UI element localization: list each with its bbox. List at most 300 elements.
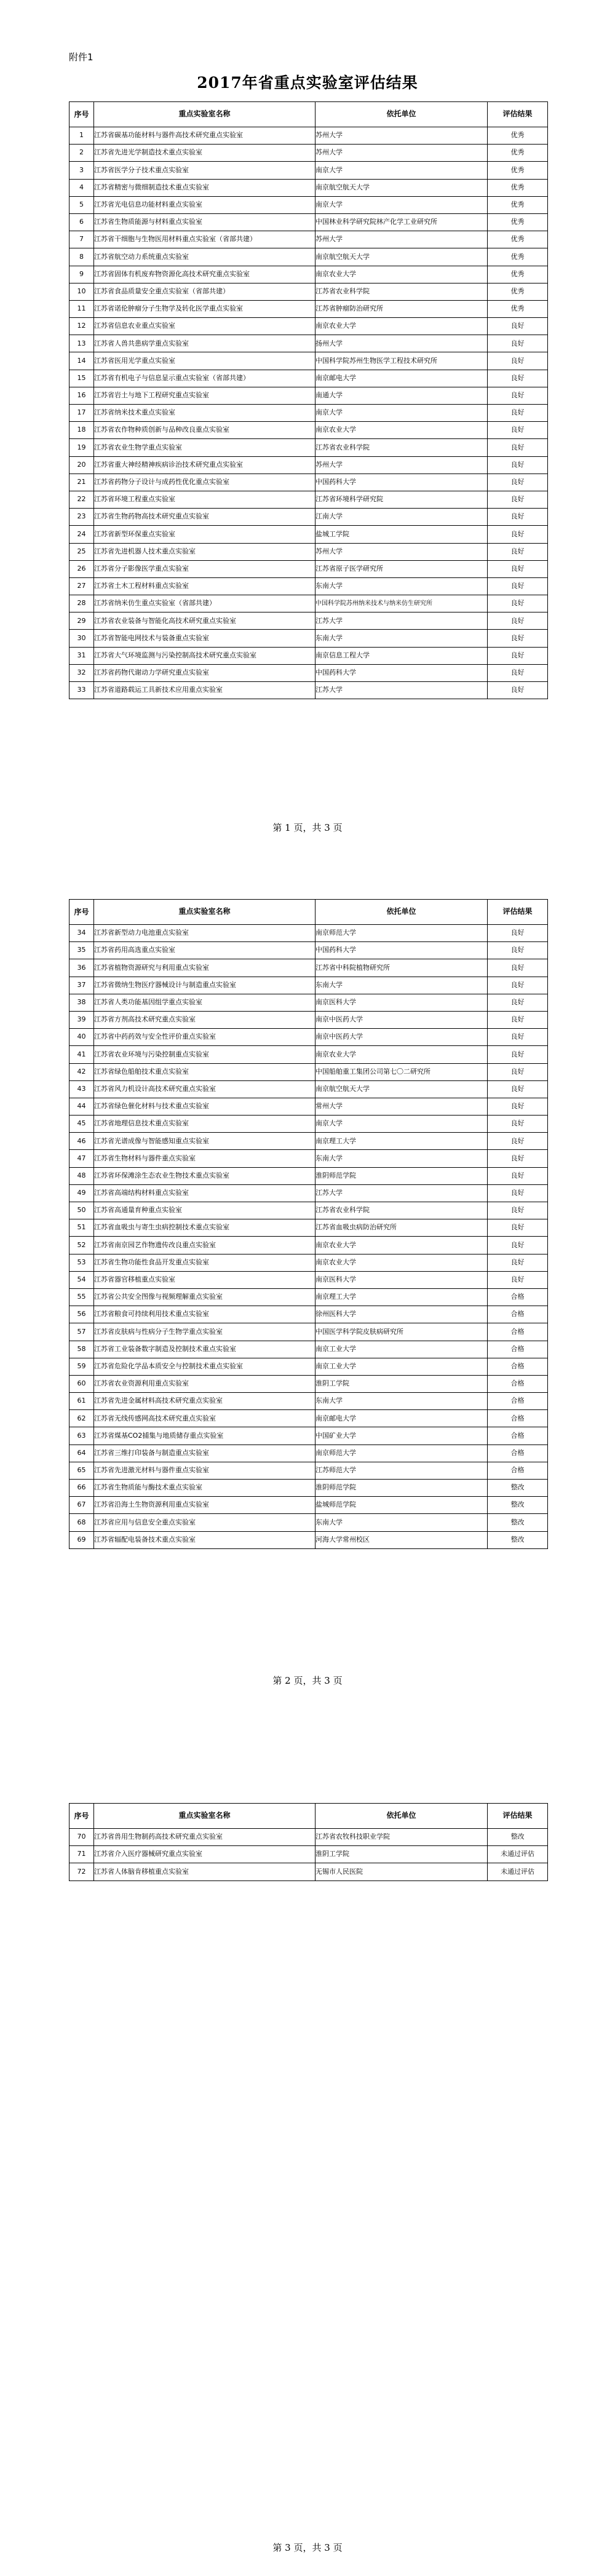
host-unit: 南京农业大学	[315, 422, 488, 439]
row-number: 30	[69, 630, 94, 647]
evaluation-result: 良好	[488, 1202, 548, 1219]
evaluation-result: 整改	[488, 1497, 548, 1514]
host-unit: 南京理工大学	[315, 1288, 488, 1306]
lab-name: 江苏省辐配电装备技术重点实验室	[94, 1531, 315, 1548]
evaluation-result: 良好	[488, 422, 548, 439]
page-footer-3: 第 3 页，共 3 页	[272, 2542, 343, 2553]
evaluation-result: 优秀	[488, 248, 548, 266]
page-title: 2017年省重点实验室评估结果	[197, 74, 418, 92]
lab-name: 江苏省信息农业重点实验室	[94, 318, 315, 335]
lab-name: 江苏省环境工程重点实验室	[94, 491, 315, 508]
host-unit: 东南大学	[315, 1393, 488, 1410]
row-number: 19	[69, 439, 94, 456]
lab-name: 江苏省煤基CO2捕集与地质储存重点实验室	[94, 1427, 315, 1445]
host-unit: 南京工业大学	[315, 1341, 488, 1358]
lab-name: 江苏省医学分子技术重点实验室	[94, 162, 315, 179]
evaluation-result: 良好	[488, 959, 548, 977]
evaluation-result: 整改	[488, 1531, 548, 1548]
evaluation-result: 优秀	[488, 300, 548, 317]
table-row	[69, 925, 548, 942]
table-row	[69, 1531, 548, 1548]
host-unit: 南京信息工程大学	[315, 647, 488, 664]
table-row	[69, 266, 548, 283]
evaluation-result: 良好	[488, 994, 548, 1011]
table-row	[69, 942, 548, 959]
row-number: 48	[69, 1167, 94, 1184]
evaluation-result: 合格	[488, 1306, 548, 1323]
table-row	[69, 318, 548, 335]
host-unit: 东南大学	[315, 1150, 488, 1167]
table-row	[69, 1829, 548, 1846]
evaluation-result: 良好	[488, 387, 548, 404]
evaluation-result: 良好	[488, 370, 548, 387]
row-number: 9	[69, 266, 94, 283]
evaluation-result: 合格	[488, 1358, 548, 1375]
row-number: 18	[69, 422, 94, 439]
table-row	[69, 1150, 548, 1167]
host-unit: 江苏省环境科学研究院	[315, 491, 488, 508]
lab-name: 江苏省医用光学重点实验室	[94, 352, 315, 370]
lab-name: 江苏省危险化学品本质安全与控制技术重点实验室	[94, 1358, 315, 1375]
table-row	[69, 682, 548, 699]
table-row	[69, 1133, 548, 1150]
row-number: 5	[69, 196, 94, 213]
lab-name: 江苏省粮食可持续利用技术重点实验室	[94, 1306, 315, 1323]
row-number: 68	[69, 1514, 94, 1531]
host-unit: 南京中医药大学	[315, 1011, 488, 1028]
table-row	[69, 1011, 548, 1028]
evaluation-result: 良好	[488, 560, 548, 577]
lab-name: 江苏省岩土与地下工程研究重点实验室	[94, 387, 315, 404]
evaluation-result: 良好	[488, 1254, 548, 1271]
evaluation-result: 优秀	[488, 266, 548, 283]
row-number: 51	[69, 1219, 94, 1237]
row-number: 52	[69, 1237, 94, 1254]
host-unit: 东南大学	[315, 977, 488, 994]
lab-name: 江苏省植物资源研究与利用重点实验室	[94, 959, 315, 977]
host-unit: 南京航空航天大学	[315, 179, 488, 196]
host-unit: 盐城师范学院	[315, 1497, 488, 1514]
table-row	[69, 595, 548, 612]
evaluation-result: 良好	[488, 474, 548, 491]
host-unit: 河海大学常州校区	[315, 1531, 488, 1548]
table-row	[69, 1029, 548, 1046]
table-row	[69, 127, 548, 145]
table-row	[69, 1167, 548, 1184]
lab-name: 江苏省绿色催化材料与技术重点实验室	[94, 1098, 315, 1115]
table-row	[69, 1480, 548, 1497]
table-row	[69, 405, 548, 422]
row-number: 72	[69, 1863, 94, 1880]
evaluation-result: 良好	[488, 543, 548, 560]
table-row	[69, 231, 548, 248]
lab-name: 江苏省药用高选重点实验室	[94, 942, 315, 959]
host-unit: 南京农业大学	[315, 266, 488, 283]
lab-name: 江苏省重大神经精神疾病诊治技术研究重点实验室	[94, 456, 315, 474]
row-number: 41	[69, 1046, 94, 1063]
lab-name: 江苏省道路载运工具新技术应用重点实验室	[94, 682, 315, 699]
table-row	[69, 1375, 548, 1392]
host-unit: 江苏省肿瘤防治研究所	[315, 300, 488, 317]
header-result: 评估结果	[488, 102, 548, 127]
table-row	[69, 1098, 548, 1115]
results-table-page-3	[69, 1803, 548, 1881]
lab-name: 江苏省地理信息技术重点实验室	[94, 1116, 315, 1133]
lab-name: 江苏省有机电子与信息显示重点实验室（省部共建）	[94, 370, 315, 387]
row-number: 25	[69, 543, 94, 560]
evaluation-result: 合格	[488, 1393, 548, 1410]
row-number: 36	[69, 959, 94, 977]
lab-name: 江苏省药物分子设计与成药性优化重点实验室	[94, 474, 315, 491]
host-unit: 中国科学院苏州纳米技术与纳米仿生研究所	[315, 595, 488, 612]
table-row	[69, 335, 548, 352]
host-unit: 扬州大学	[315, 335, 488, 352]
table-row	[69, 1462, 548, 1479]
lab-name: 江苏省方剂高技术研究重点实验室	[94, 1011, 315, 1028]
row-number: 23	[69, 509, 94, 526]
lab-name: 江苏省生物质能与酶技术重点实验室	[94, 1480, 315, 1497]
lab-name: 江苏省航空动力系统重点实验室	[94, 248, 315, 266]
host-unit: 江苏师范大学	[315, 1462, 488, 1479]
table-row	[69, 370, 548, 387]
row-number: 40	[69, 1029, 94, 1046]
evaluation-result: 良好	[488, 1237, 548, 1254]
row-number: 53	[69, 1254, 94, 1271]
host-unit: 南京邮电大学	[315, 370, 488, 387]
lab-name: 江苏省纳米仿生重点实验室（省部共建）	[94, 595, 315, 612]
host-unit: 江苏省农牧科技职业学院	[315, 1829, 488, 1846]
host-unit: 苏州大学	[315, 127, 488, 145]
row-number: 14	[69, 352, 94, 370]
host-unit: 南京邮电大学	[315, 1410, 488, 1427]
evaluation-result: 良好	[488, 335, 548, 352]
row-number: 56	[69, 1306, 94, 1323]
header-name: 重点实验室名称	[94, 1804, 315, 1829]
host-unit: 江苏省农业科学院	[315, 283, 488, 300]
row-number: 55	[69, 1288, 94, 1306]
table-row	[69, 509, 548, 526]
lab-name: 江苏省人体脑肯移植重点实验室	[94, 1863, 315, 1880]
table-row	[69, 196, 548, 213]
table-row	[69, 1184, 548, 1202]
lab-name: 江苏省应用与信息安全重点实验室	[94, 1514, 315, 1531]
host-unit: 南京大学	[315, 1116, 488, 1133]
evaluation-result: 合格	[488, 1410, 548, 1427]
host-unit: 徐州医科大学	[315, 1306, 488, 1323]
host-unit: 中国船舶重工集团公司第七〇二研究所	[315, 1063, 488, 1080]
host-unit: 苏州大学	[315, 145, 488, 162]
lab-name: 江苏省大气环境监测与污染控制高技术研究重点实验室	[94, 647, 315, 664]
lab-name: 江苏省干细胞与生物医用材料重点实验室（省部共建）	[94, 231, 315, 248]
evaluation-result: 合格	[488, 1462, 548, 1479]
lab-name: 江苏省生物功能性食品开发重点实验室	[94, 1254, 315, 1271]
row-number: 59	[69, 1358, 94, 1375]
table-row	[69, 1410, 548, 1427]
lab-name: 江苏省农作物种质创新与品种改良重点实验室	[94, 422, 315, 439]
host-unit: 淮阴工学院	[315, 1375, 488, 1392]
row-number: 4	[69, 179, 94, 196]
lab-name: 江苏省无线传感网高技术研究重点实验室	[94, 1410, 315, 1427]
lab-name: 江苏省新型环保重点实验室	[94, 526, 315, 543]
lab-name: 江苏省高端结构材料重点实验室	[94, 1184, 315, 1202]
evaluation-result: 良好	[488, 1116, 548, 1133]
row-number: 21	[69, 474, 94, 491]
row-number: 16	[69, 387, 94, 404]
evaluation-result: 未通过评估	[488, 1846, 548, 1863]
row-number: 63	[69, 1427, 94, 1445]
evaluation-result: 整改	[488, 1514, 548, 1531]
lab-name: 江苏省沿海土生物资源利用重点实验室	[94, 1497, 315, 1514]
evaluation-result: 优秀	[488, 213, 548, 231]
table-row	[69, 526, 548, 543]
table-row	[69, 994, 548, 1011]
row-number: 32	[69, 664, 94, 681]
host-unit: 江苏大学	[315, 612, 488, 630]
row-number: 43	[69, 1080, 94, 1098]
lab-name: 江苏省绿色船舶技术重点实验室	[94, 1063, 315, 1080]
evaluation-result: 合格	[488, 1445, 548, 1462]
table-row	[69, 1514, 548, 1531]
lab-name: 江苏省器官移植重点实验室	[94, 1271, 315, 1288]
lab-name: 江苏省碳基功能材料与器件高技术研究重点实验室	[94, 127, 315, 145]
host-unit: 江苏省农业科学院	[315, 1202, 488, 1219]
host-unit: 南京大学	[315, 162, 488, 179]
row-number: 45	[69, 1116, 94, 1133]
host-unit: 南通大学	[315, 387, 488, 404]
lab-name: 江苏省介入医疗器械研究重点实验室	[94, 1846, 315, 1863]
table-row	[69, 1445, 548, 1462]
host-unit: 南京工业大学	[315, 1358, 488, 1375]
host-unit: 中国林业科学研究院林产化学工业研究所	[315, 213, 488, 231]
table-row	[69, 145, 548, 162]
evaluation-result: 良好	[488, 491, 548, 508]
lab-name: 江苏省生物质能源与材料重点实验室	[94, 213, 315, 231]
host-unit: 苏州大学	[315, 231, 488, 248]
attachment-label: 附件1	[69, 52, 93, 63]
row-number: 46	[69, 1133, 94, 1150]
table-row	[69, 977, 548, 994]
evaluation-result: 良好	[488, 630, 548, 647]
lab-name: 江苏省环保滩涂生态农业生物技术重点实验室	[94, 1167, 315, 1184]
host-unit: 南京航空航天大学	[315, 248, 488, 266]
lab-name: 江苏省农业生物学重点实验室	[94, 439, 315, 456]
row-number: 12	[69, 318, 94, 335]
host-unit: 南京农业大学	[315, 1046, 488, 1063]
evaluation-result: 优秀	[488, 179, 548, 196]
row-number: 47	[69, 1150, 94, 1167]
evaluation-result: 良好	[488, 405, 548, 422]
header-unit: 依托单位	[315, 900, 488, 925]
evaluation-result: 良好	[488, 1271, 548, 1288]
host-unit: 南京农业大学	[315, 1237, 488, 1254]
header-result: 评估结果	[488, 900, 548, 925]
table-row	[69, 959, 548, 977]
row-number: 42	[69, 1063, 94, 1080]
lab-name: 江苏省血吸虫与寄生虫病控制技术重点实验室	[94, 1219, 315, 1237]
evaluation-result: 优秀	[488, 127, 548, 145]
table-header-row	[69, 1804, 548, 1829]
evaluation-result: 良好	[488, 664, 548, 681]
host-unit: 苏州大学	[315, 456, 488, 474]
header-name: 重点实验室名称	[94, 102, 315, 127]
row-number: 15	[69, 370, 94, 387]
header-result: 评估结果	[488, 1804, 548, 1829]
table-row	[69, 1202, 548, 1219]
row-number: 64	[69, 1445, 94, 1462]
row-number: 50	[69, 1202, 94, 1219]
table-row	[69, 577, 548, 595]
row-number: 34	[69, 925, 94, 942]
lab-name: 江苏省农业资源利用重点实验室	[94, 1375, 315, 1392]
evaluation-result: 良好	[488, 1150, 548, 1167]
row-number: 70	[69, 1829, 94, 1846]
evaluation-result: 良好	[488, 1098, 548, 1115]
evaluation-result: 良好	[488, 577, 548, 595]
evaluation-result: 整改	[488, 1480, 548, 1497]
lab-name: 江苏省食品质量安全重点实验室（省部共建）	[94, 283, 315, 300]
table-row	[69, 1323, 548, 1341]
lab-name: 江苏省先进激光材料与器件重点实验室	[94, 1462, 315, 1479]
lab-name: 江苏省人类功能基因组学重点实验室	[94, 994, 315, 1011]
row-number: 27	[69, 577, 94, 595]
lab-name: 江苏省高通量育种重点实验室	[94, 1202, 315, 1219]
table-row	[69, 1288, 548, 1306]
evaluation-result: 良好	[488, 925, 548, 942]
row-number: 6	[69, 213, 94, 231]
row-number: 24	[69, 526, 94, 543]
table-row	[69, 283, 548, 300]
table-row	[69, 1358, 548, 1375]
host-unit: 中国药科大学	[315, 664, 488, 681]
table-row	[69, 1846, 548, 1863]
table-row	[69, 422, 548, 439]
row-number: 58	[69, 1341, 94, 1358]
lab-name: 江苏省纳米技术重点实验室	[94, 405, 315, 422]
table-row	[69, 179, 548, 196]
host-unit: 苏州大学	[315, 543, 488, 560]
header-name: 重点实验室名称	[94, 900, 315, 925]
evaluation-result: 未通过评估	[488, 1863, 548, 1880]
lab-name: 江苏省人兽共患病学重点实验室	[94, 335, 315, 352]
results-table-page-2	[69, 899, 548, 1549]
host-unit: 江苏省农业科学院	[315, 439, 488, 456]
host-unit: 中国矿业大学	[315, 1427, 488, 1445]
results-table-page-1	[69, 101, 548, 699]
host-unit: 南京理工大学	[315, 1133, 488, 1150]
lab-name: 江苏省工业装备数字制造及控制技术重点实验室	[94, 1341, 315, 1358]
host-unit: 南京师范大学	[315, 925, 488, 942]
host-unit: 盐城工学院	[315, 526, 488, 543]
table-row	[69, 612, 548, 630]
host-unit: 南京医科大学	[315, 994, 488, 1011]
lab-name: 江苏省新型动力电池重点实验室	[94, 925, 315, 942]
row-number: 20	[69, 456, 94, 474]
row-number: 39	[69, 1011, 94, 1028]
lab-name: 江苏省土木工程材料重点实验室	[94, 577, 315, 595]
evaluation-result: 优秀	[488, 283, 548, 300]
evaluation-result: 良好	[488, 526, 548, 543]
host-unit: 无锡市人民医院	[315, 1863, 488, 1880]
row-number: 33	[69, 682, 94, 699]
host-unit: 江苏省中科院植物研究所	[315, 959, 488, 977]
row-number: 66	[69, 1480, 94, 1497]
row-number: 17	[69, 405, 94, 422]
evaluation-result: 优秀	[488, 196, 548, 213]
row-number: 22	[69, 491, 94, 508]
row-number: 31	[69, 647, 94, 664]
row-number: 65	[69, 1462, 94, 1479]
host-unit: 江苏大学	[315, 1184, 488, 1202]
row-number: 54	[69, 1271, 94, 1288]
row-number: 37	[69, 977, 94, 994]
evaluation-result: 良好	[488, 352, 548, 370]
host-unit: 中国科学院苏州生物医学工程技术研究所	[315, 352, 488, 370]
row-number: 28	[69, 595, 94, 612]
row-number: 13	[69, 335, 94, 352]
table-row	[69, 1063, 548, 1080]
evaluation-result: 整改	[488, 1829, 548, 1846]
table-row	[69, 543, 548, 560]
row-number: 7	[69, 231, 94, 248]
header-no: 序号	[69, 900, 94, 925]
evaluation-result: 良好	[488, 1219, 548, 1237]
table-row	[69, 1271, 548, 1288]
header-unit: 依托单位	[315, 102, 488, 127]
host-unit: 中国医学科学院皮肤病研究所	[315, 1323, 488, 1341]
table-row	[69, 1116, 548, 1133]
lab-name: 江苏省先进金属材料高技术研究重点实验室	[94, 1393, 315, 1410]
table-row	[69, 1080, 548, 1098]
table-row	[69, 1863, 548, 1880]
row-number: 71	[69, 1846, 94, 1863]
table-row	[69, 162, 548, 179]
evaluation-result: 良好	[488, 1046, 548, 1063]
row-number: 60	[69, 1375, 94, 1392]
lab-name: 江苏省分子影像医学重点实验室	[94, 560, 315, 577]
evaluation-result: 合格	[488, 1427, 548, 1445]
header-unit: 依托单位	[315, 1804, 488, 1829]
lab-name: 江苏省农业装备与智能化高技术研究重点实验室	[94, 612, 315, 630]
evaluation-result: 良好	[488, 456, 548, 474]
row-number: 1	[69, 127, 94, 145]
evaluation-result: 良好	[488, 1184, 548, 1202]
host-unit: 东南大学	[315, 1514, 488, 1531]
evaluation-result: 良好	[488, 1080, 548, 1098]
lab-name: 江苏省先进机器人技术重点实验室	[94, 543, 315, 560]
row-number: 67	[69, 1497, 94, 1514]
host-unit: 南京农业大学	[315, 318, 488, 335]
evaluation-result: 良好	[488, 612, 548, 630]
table-row	[69, 1046, 548, 1063]
host-unit: 淮阴师范学院	[315, 1167, 488, 1184]
table-row	[69, 1341, 548, 1358]
lab-name: 江苏省固体有机废弃物资源化高技术研究重点实验室	[94, 266, 315, 283]
table-row	[69, 456, 548, 474]
evaluation-result: 合格	[488, 1288, 548, 1306]
host-unit: 南京农业大学	[315, 1254, 488, 1271]
row-number: 38	[69, 994, 94, 1011]
host-unit: 江苏大学	[315, 682, 488, 699]
host-unit: 淮阴师范学院	[315, 1480, 488, 1497]
host-unit: 南京大学	[315, 405, 488, 422]
row-number: 26	[69, 560, 94, 577]
host-unit: 江苏省血吸虫病防治研究所	[315, 1219, 488, 1237]
row-number: 49	[69, 1184, 94, 1202]
host-unit: 南京中医药大学	[315, 1029, 488, 1046]
evaluation-result: 良好	[488, 595, 548, 612]
evaluation-result: 良好	[488, 439, 548, 456]
table-row	[69, 1497, 548, 1514]
